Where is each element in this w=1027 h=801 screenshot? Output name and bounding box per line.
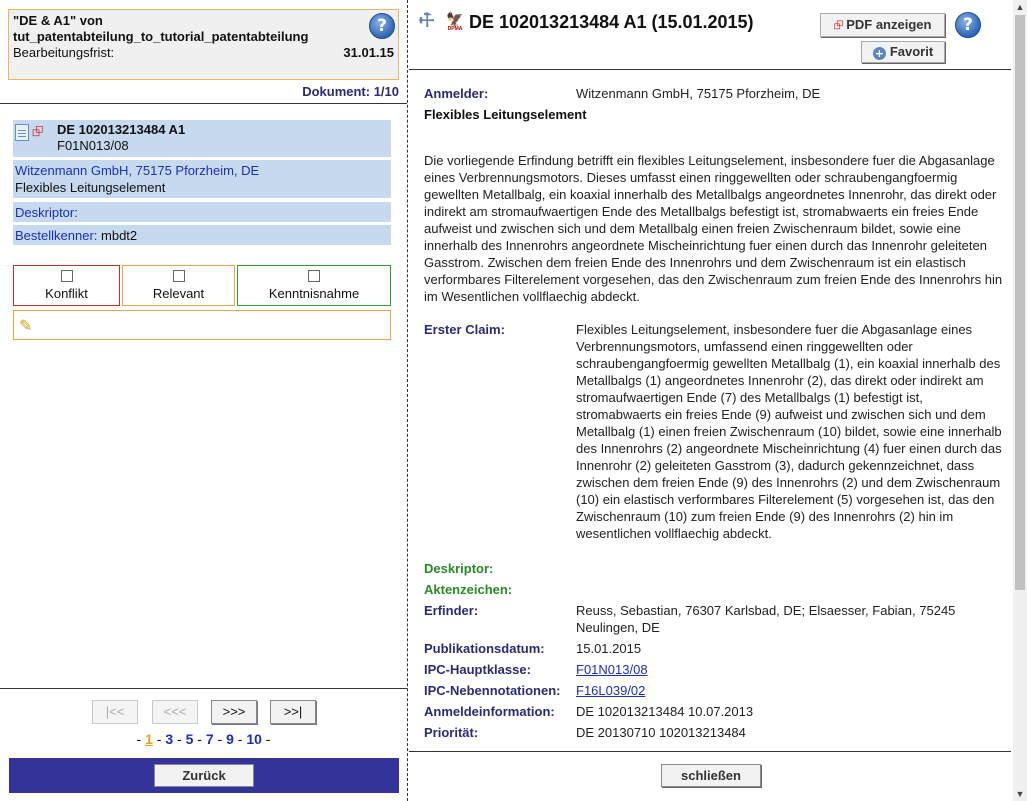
field-ipc-main: IPC-Hauptklasse: F01N013/08 [424, 662, 648, 677]
order-value: mbdt2 [101, 228, 138, 243]
kenntnisnahme-label: Kenntnisnahme [268, 286, 360, 301]
detail-content [424, 85, 1004, 751]
task-title-line2: tut_patentabteilung_to_tutorial_patentabteilung [13, 29, 309, 44]
page-link[interactable]: 9 [226, 731, 234, 747]
dpma-eagle-icon: 🦅 DPMA [446, 11, 464, 32]
rating-kenntnisnahme[interactable] [237, 265, 391, 306]
divider-line [409, 751, 1011, 752]
document-icon[interactable] [15, 124, 29, 141]
doc-icons [15, 122, 57, 155]
doc-card-order [13, 225, 391, 245]
order-label: Bestellkenner: [15, 228, 98, 243]
page-link[interactable]: 3 [165, 731, 174, 747]
doc-card-applicant [13, 160, 391, 198]
task-title-line1: "DE & A1" von [13, 13, 103, 28]
doc-applicant: Witzenmann GmbH, 75175 Pforzheim, DE [15, 163, 260, 178]
konflikt-checkbox[interactable] [61, 270, 73, 282]
doc-class: F01N013/08 [57, 138, 129, 153]
wrench-icon[interactable]: ⚒ [413, 7, 441, 34]
deadline-row [13, 45, 394, 61]
detail-subtitle: Flexibles Leitungselement [424, 107, 587, 122]
field-app-info: Anmeldeinformation: DE 102013213484 10.07.2013 [424, 704, 754, 719]
next-page-button[interactable]: >>> [211, 700, 257, 724]
deadline-value: 31.01.15 [343, 45, 394, 60]
rating-konflikt[interactable] [13, 265, 120, 306]
back-button[interactable]: Zurück [154, 764, 254, 787]
scroll-up-icon[interactable]: ▲ [1015, 2, 1025, 12]
doc-card-descriptor [13, 202, 391, 222]
field-applicant: Anmelder: Witzenmann GmbH, 75175 Pforzheim, DE [424, 86, 821, 101]
prev-page-button[interactable]: <<< [152, 700, 198, 724]
kenntnisnahme-checkbox[interactable] [308, 270, 320, 282]
page-link[interactable]: 1 [145, 731, 153, 747]
scroll-thumb[interactable] [1015, 15, 1025, 590]
pencil-icon[interactable]: ✎ [19, 316, 33, 335]
field-file-number: Aktenzeichen: [424, 582, 513, 597]
last-page-button[interactable]: >>| [270, 700, 316, 724]
field-inventor: Erfinder: Reuss, Sebastian, 76307 Karlsbad, DE; Elsaesser, Fabian, 75245 Neulingen, DE [424, 603, 956, 635]
descriptor-label: Deskriptor: [15, 205, 78, 220]
divider-line [0, 103, 407, 104]
pane-divider[interactable] [407, 0, 408, 801]
ipc-main-link[interactable]: F01N013/08 [576, 662, 648, 677]
ipc-sub-link[interactable]: F16L039/02 [576, 683, 646, 698]
page-link[interactable]: 5 [185, 731, 194, 747]
field-first-claim: Erster Claim: Flexibles Leitungselement, insbesondere fuer die Abgasanlage eines Verbrennungsmotors, umfassend einen ringgewellten oder schraubengangfoermig gewellten Metallbalg (1), ein koaxial innerhalb des Metallbalgs (1) angeordnetes Innenrohr (2), das direkt oder indirekt am stromaufwaertigen Ende (7) des Metallbalgs (1) befestigt ist, stromabwaerts ein freies Ende (9) aufweist und zwischen sich und dem Metallbalg (1) einen freien Zwischenraum (10) bildet, sowie eine innerhalb des Innenrohrs (2) angeordnete Mischeinrichtung (4) fuer einen durch das Innenrohr (2) geleiteten Gasstrom (3), dadurch gekennzeichnet, dass zwischen dem freien Ende (9) des Innenrohrs (2) und dem Zwischenraum (10) ein elastisch verformbares Filterelement (5) vorgesehen ist, das den Zwischenraum (10) zum freien Ende (9) des Innenrohrs (2) hin im wesentlichen vollflaechig abdeckt. [424, 322, 1002, 541]
field-ipc-sub: IPC-Nebennotationen: F16L039/02 [424, 683, 646, 698]
doc-title: Flexibles Leitungselement [15, 180, 166, 195]
field-pubdate: Publikationsdatum: 15.01.2015 [424, 641, 642, 656]
help-icon[interactable]: ? [369, 13, 395, 39]
field-descriptor: Deskriptor: [424, 561, 494, 576]
detail-header [409, 0, 1013, 69]
plus-icon: + [874, 47, 884, 60]
left-footer [9, 758, 399, 793]
field-priority: Priorität: DE 20130710 102013213484 [424, 725, 746, 740]
task-info-box [8, 9, 399, 80]
pdf-icon: ⮺ [833, 18, 844, 32]
scrollbar[interactable] [1013, 0, 1027, 801]
favorite-button[interactable]: + Favorit [861, 41, 945, 63]
note-field[interactable] [13, 310, 391, 340]
divider-line [0, 688, 407, 689]
pdf-button[interactable]: ⮺ PDF anzeigen [820, 13, 945, 37]
close-button[interactable]: schließen [661, 764, 761, 787]
deadline-label: Bearbeitungsfrist: [13, 45, 115, 60]
doc-card-header[interactable] [13, 120, 391, 157]
page-link[interactable]: 7 [205, 731, 214, 747]
help-icon[interactable]: ? [955, 12, 981, 38]
detail-title: DE 102013213484 A1 (15.01.2015) [469, 12, 754, 32]
relevant-checkbox[interactable] [173, 270, 185, 282]
page-link[interactable]: 10 [246, 731, 262, 747]
first-page-button[interactable]: |<< [92, 700, 138, 724]
page-links: - 1 - 3 - 5 - 7 - 9 - 10 - [136, 731, 271, 747]
abstract-text: Die vorliegende Erfindung betrifft ein flexibles Leitungselement, insbesondere fuer die Abgasanlage eines Verbrennungsmotors. Dieses umfasst einen ringgewellten oder schraubengangfoermig gewellten Metallbalg, ein koaxial innerhalb des Metallbalgs angeordnetes Innenrohr, das direkt oder indirekt am stromaufwaertigen Ende des Metallbalgs befestigt ist, stromabwaerts ein freies Ende aufweist und zwischen sich und dem Metallbalg einen freien Zwischenraum bildet, sowie eine innerhalb des Innenrohrs angeordnete Mischeinrichtung fuer einen durch das Innenrohr geleiteten Gasstrom. Zwischen dem freien Ende des Innenrohrs und dem Zwischenraum ist ein elastisch verformbares Filterelement vorgesehen, das den Zwischenraum zum freien Ende des Innenrohrs hin im Wesentlichen vollflaechig abdeckt. [424, 153, 1003, 304]
detail-pane [409, 0, 1013, 801]
pdf-icon[interactable]: ⮺ [32, 124, 44, 140]
document-counter: Dokument: 1/10 [302, 84, 399, 99]
doc-number[interactable]: DE 102013213484 A1 [57, 122, 186, 137]
rating-relevant[interactable] [122, 265, 235, 306]
divider-line [409, 69, 1011, 70]
konflikt-label: Konflikt [45, 286, 88, 301]
task-pane [0, 0, 407, 801]
scroll-down-icon[interactable]: ▼ [1015, 789, 1025, 799]
relevant-label: Relevant [152, 286, 205, 301]
